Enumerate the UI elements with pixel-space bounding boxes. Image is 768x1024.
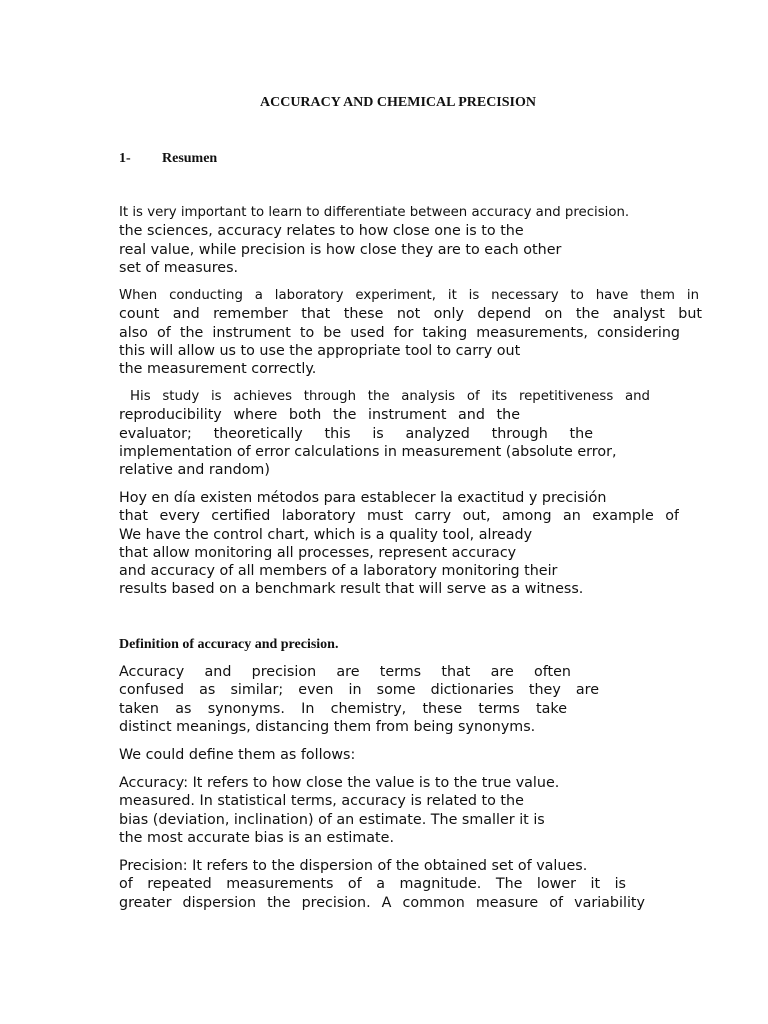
paragraph-line: evaluator; theoretically this is analyzed through the xyxy=(119,425,593,442)
paragraph-line: Accuracy: It refers to how close the value is to the true value. xyxy=(119,775,560,791)
paragraph-line: this will allow us to use the appropriate tool to carry out xyxy=(119,342,521,359)
paragraph-line: When conducting a laboratory experiment, it is necessary to have them in xyxy=(119,288,699,303)
paragraph-line: real value, while precision is how close they are to each other xyxy=(119,241,562,258)
section-title: Resumen xyxy=(162,151,218,166)
paragraph-line: results based on a benchmark result that will serve as a witness. xyxy=(119,581,584,598)
paragraph-accuracy xyxy=(119,774,597,847)
paragraph-line: also of the instrument to be used for taking measurements, considering xyxy=(119,324,680,341)
section-number: 1- xyxy=(119,151,131,166)
paragraph-line: relative and random) xyxy=(119,462,270,479)
paragraph-line: that allow monitoring all processes, represent accuracy xyxy=(119,544,517,561)
paragraph-line: set of measures. xyxy=(119,259,239,276)
section-heading xyxy=(119,151,217,167)
document-title: ACCURACY AND CHEMICAL PRECISION xyxy=(259,95,536,110)
paragraph-line: We have the control chart, which is a quality tool, already xyxy=(119,526,533,543)
paragraph-line: measured. In statistical terms, accuracy is related to the xyxy=(119,793,524,810)
paragraph-line: and accuracy of all members of a laboratory monitoring their xyxy=(119,563,558,580)
paragraph-study xyxy=(119,388,650,479)
paragraph-line: confused as similar; even in some dictionaries they are xyxy=(119,682,599,699)
paragraph-line: His study is achieves through the analysis of its repetitiveness and xyxy=(130,389,650,404)
paragraph-line: It is very important to learn to differentiate between accuracy and precision. xyxy=(119,205,630,220)
paragraph-line: count and remember that these not only depend on the analyst but xyxy=(119,306,702,323)
paragraph-line: Accuracy and precision are terms that are often xyxy=(119,664,571,680)
paragraph-line: Hoy en día existen métodos para establecer la exactitud y precisión xyxy=(119,490,607,506)
paragraph-line: reproducibility where both the instrument and the xyxy=(119,407,520,424)
paragraph-line: the most accurate bias is an estimate. xyxy=(119,829,394,846)
paragraph-importance xyxy=(119,204,657,277)
paragraph-line: distinct meanings, distancing them from being synonyms. xyxy=(119,718,536,735)
paragraph-line: Precision: It refers to the dispersion of the obtained set of values. xyxy=(119,858,588,874)
paragraph-line: We could define them as follows: xyxy=(119,747,356,763)
paragraph-terms xyxy=(119,663,599,736)
subheading-definition: Definition of accuracy and precision. xyxy=(119,637,339,652)
paragraph-line: bias (deviation, inclination) of an estimate. The smaller it is xyxy=(119,811,545,828)
paragraph-line: greater dispersion the precision. A common measure of variability xyxy=(119,894,645,911)
paragraph-methods xyxy=(119,489,679,599)
paragraph-laboratory xyxy=(119,287,702,378)
paragraph-line: taken as synonyms. In chemistry, these terms take xyxy=(119,700,567,717)
paragraph-line: implementation of error calculations in measurement (absolute error, xyxy=(119,443,617,460)
paragraph-precision xyxy=(119,857,645,912)
paragraph-line: of repeated measurements of a magnitude. The lower it is xyxy=(119,876,626,893)
paragraph-line: the sciences, accuracy relates to how close one is to the xyxy=(119,223,524,240)
paragraph-line: the measurement correctly. xyxy=(119,361,317,378)
paragraph-define xyxy=(119,746,355,764)
paragraph-line: that every certified laboratory must carry out, among an example of xyxy=(119,508,679,525)
